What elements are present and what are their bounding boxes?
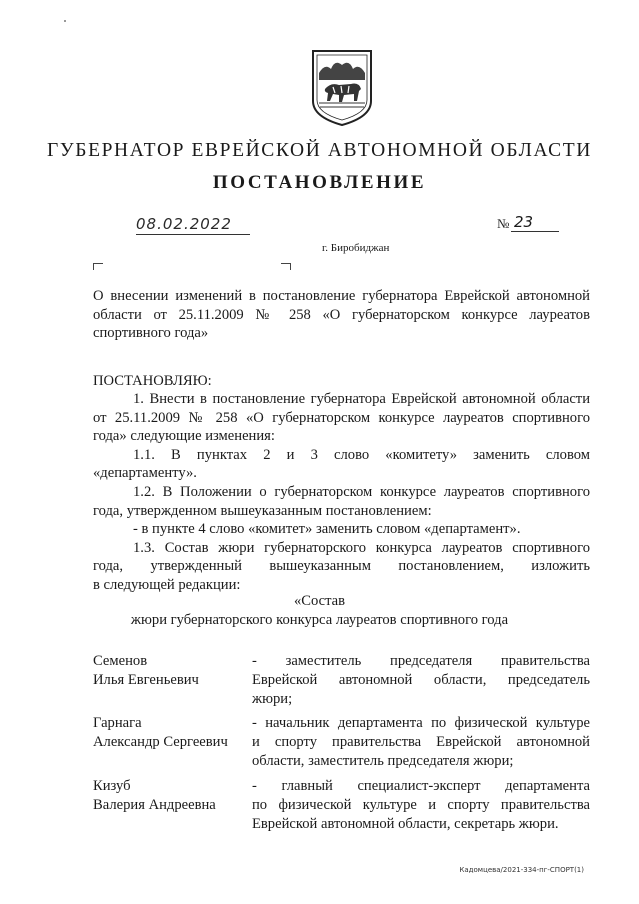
role-line: - начальник департамента по физической культуре <box>252 715 590 731</box>
authority-name: ГУБЕРНАТОР ЕВРЕЙСКОЙ АВТОНОМНОЙ ОБЛАСТИ <box>47 140 592 161</box>
jury-member-name <box>93 777 216 815</box>
jury-heading <box>0 592 639 630</box>
title-line: О внесении изменений в постановление губернатора Еврейской автономной <box>93 288 590 304</box>
body-line: 1.1. В пунктах 2 и 3 слово «комитету» заменить словом <box>133 446 590 463</box>
member-given-names: Александр Сергеевич <box>93 734 228 750</box>
body-line: года, утвержденный вышеуказанным постановлением, изложить <box>93 558 590 575</box>
jury-member-role <box>252 652 590 709</box>
body-line: 1.2. В Положении о губернаторском конкурсе лауреатов спортивного <box>133 483 590 500</box>
jury-member-role <box>252 777 590 834</box>
scan-speck <box>64 20 66 22</box>
document-number: 23 <box>511 212 559 232</box>
title-corner-right <box>281 263 291 270</box>
document-body <box>93 390 590 595</box>
document-date: 08.02.2022 <box>136 214 250 235</box>
body-line: года, утвержденном вышеуказанным постановлением: <box>93 502 432 519</box>
document-title <box>93 287 590 343</box>
member-surname: Семенов <box>93 653 148 669</box>
title-line: области от 25.11.2009 № 258 «О губернаторском конкурсе лауреатов <box>93 306 590 323</box>
title-line: спортивного года» <box>93 325 209 342</box>
jury-heading-line: «Состав <box>293 593 346 609</box>
member-given-names: Валерия Андреевна <box>93 797 216 813</box>
jury-member-role <box>252 714 590 771</box>
body-line: года» следующие изменения: <box>93 428 275 445</box>
jury-member-name <box>93 714 228 752</box>
title-corner-left <box>93 263 103 270</box>
role-line: Еврейской автономной области, председатель <box>252 672 590 688</box>
role-line: по физической культуре и спорту правительства <box>252 797 590 813</box>
body-line: - в пункте 4 слово «комитет» заменить словом «департамент». <box>133 521 521 538</box>
body-line: в следующей редакции: <box>93 576 241 593</box>
role-line: Еврейской автономной области, секретарь жюри. <box>252 816 559 832</box>
body-line: 1.3. Состав жюри губернаторского конкурса лауреатов спортивного <box>133 539 590 556</box>
body-line: «департаменту». <box>93 465 197 482</box>
resolve-heading: ПОСТАНОВЛЯЮ: <box>93 373 212 389</box>
role-line: жюри; <box>252 691 293 707</box>
member-surname: Гарнага <box>93 715 142 731</box>
role-line: - заместитель председателя правительства <box>252 653 590 669</box>
role-line: - главный специалист-эксперт департамента <box>252 778 590 794</box>
member-given-names: Илья Евгеньевич <box>93 672 199 688</box>
body-line: 1. Внести в постановление губернатора Еврейской автономной области <box>133 391 590 407</box>
jury-heading-line: жюри губернаторского конкурса лауреатов спортивного года <box>130 612 509 628</box>
footer-code: Кадомцева/2021-334-пг-СПОРТ(1) <box>459 866 584 874</box>
jury-member-name <box>93 652 199 690</box>
coat-of-arms-icon <box>311 49 373 127</box>
number-sign: № <box>497 216 510 231</box>
role-line: и спорту правительства Еврейской автономной <box>252 734 590 750</box>
issue-city: г. Биробиджан <box>322 242 390 254</box>
member-surname: Кизуб <box>93 778 131 794</box>
role-line: области, заместитель председателя жюри; <box>252 753 514 769</box>
body-line: от 25.11.2009 № 258 «О губернаторском конкурсе лауреатов спортивного <box>93 409 590 426</box>
document-type: ПОСТАНОВЛЕНИЕ <box>212 172 427 193</box>
